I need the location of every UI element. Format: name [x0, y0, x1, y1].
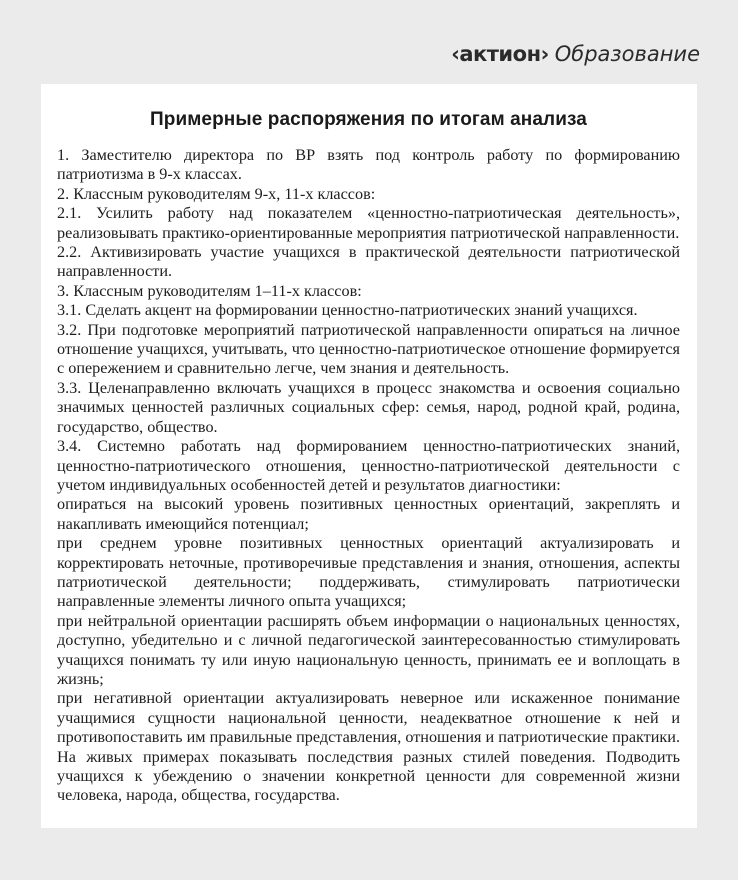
- paragraph: 1. Заместителю директора по ВР взять под контроль работу по формированию патриотизма в 9-х классах.: [57, 146, 680, 184]
- document-card: [41, 84, 697, 828]
- logo-product-obrazovanie: Образование: [554, 42, 700, 66]
- document-title: Примерные распоряжения по итогам анализа: [150, 109, 587, 130]
- paragraph: 2. Классным руководителям 9-х, 11-х классов:: [57, 184, 376, 203]
- paragraph: 2.2. Активизировать участие учащихся в практической деятельности патриотической направленности.: [57, 243, 680, 281]
- paragraph: 3.4. Системно работать над формированием ценностно-патриотических знаний, ценностно-патриотического отношения, ценностно-патриотической деятельности с учетом индивидуальных особенностей детей и результатов диагностики:: [57, 437, 680, 494]
- paragraph: при среднем уровне позитивных ценностных ориентаций актуализировать и корректировать неточные, противоречивые представления и знания, отношения, аспекты патриотической деятельности; поддерживать, стимулировать патриотически направленные элементы личного опыта учащихся;: [57, 534, 680, 611]
- paragraph: 3.2. При подготовке мероприятий патриотической направленности опираться на личное отношение учащихся, учитывать, что ценностно-патриотическое отношение формируется с опережением и сравнительно легче, чем знания и деятельность.: [57, 320, 680, 378]
- publisher-logo: [451, 41, 700, 68]
- paragraph: 2.1. Усилить работу над показателем «ценностно-патриотическая деятельность», реализовывать практико-ориентированные мероприятия патриотической направленности.: [57, 204, 680, 242]
- paragraph: 3.1. Сделать акцент на формировании ценностно-патриотических знаний учащихся.: [57, 301, 638, 320]
- document-body: [57, 146, 680, 806]
- paragraph: при негативной ориентации актуализировать неверное или искаженное понимание учащимися сущности национальной ценности, неадекватное отношение к ней и противопоставить им правильные представления, отношения и патриотические практики. На живых примерах показывать последствия разных стилей поведения. Подводить учащихся к убеждению о значении конкретной ценности для современной жизни человека, народа, общества, государства.: [57, 689, 680, 805]
- logo-wordmark-aktion: ‹актион›: [451, 42, 549, 66]
- paragraph: 3. Классным руководителям 1–11-х классов:: [57, 281, 362, 300]
- paragraph: опираться на высокий уровень позитивных ценностных ориентаций, закреплять и накапливать имеющийся потенциал;: [57, 495, 680, 533]
- paragraph: 3.3. Целенаправленно включать учащихся в процесс знакомства и освоения социально значимых ценностей различных социальных сфер: семья, народ, родной край, родина, государство, общество.: [57, 378, 680, 436]
- paragraph: при нейтральной ориентации расширять объем информации о национальных ценностях, доступно, убедительно и с личной педагогической заинтересованностью стимулировать учащихся понимать ту или иную национальную ценность, принимать ее и воплощать в жизнь;: [57, 611, 680, 688]
